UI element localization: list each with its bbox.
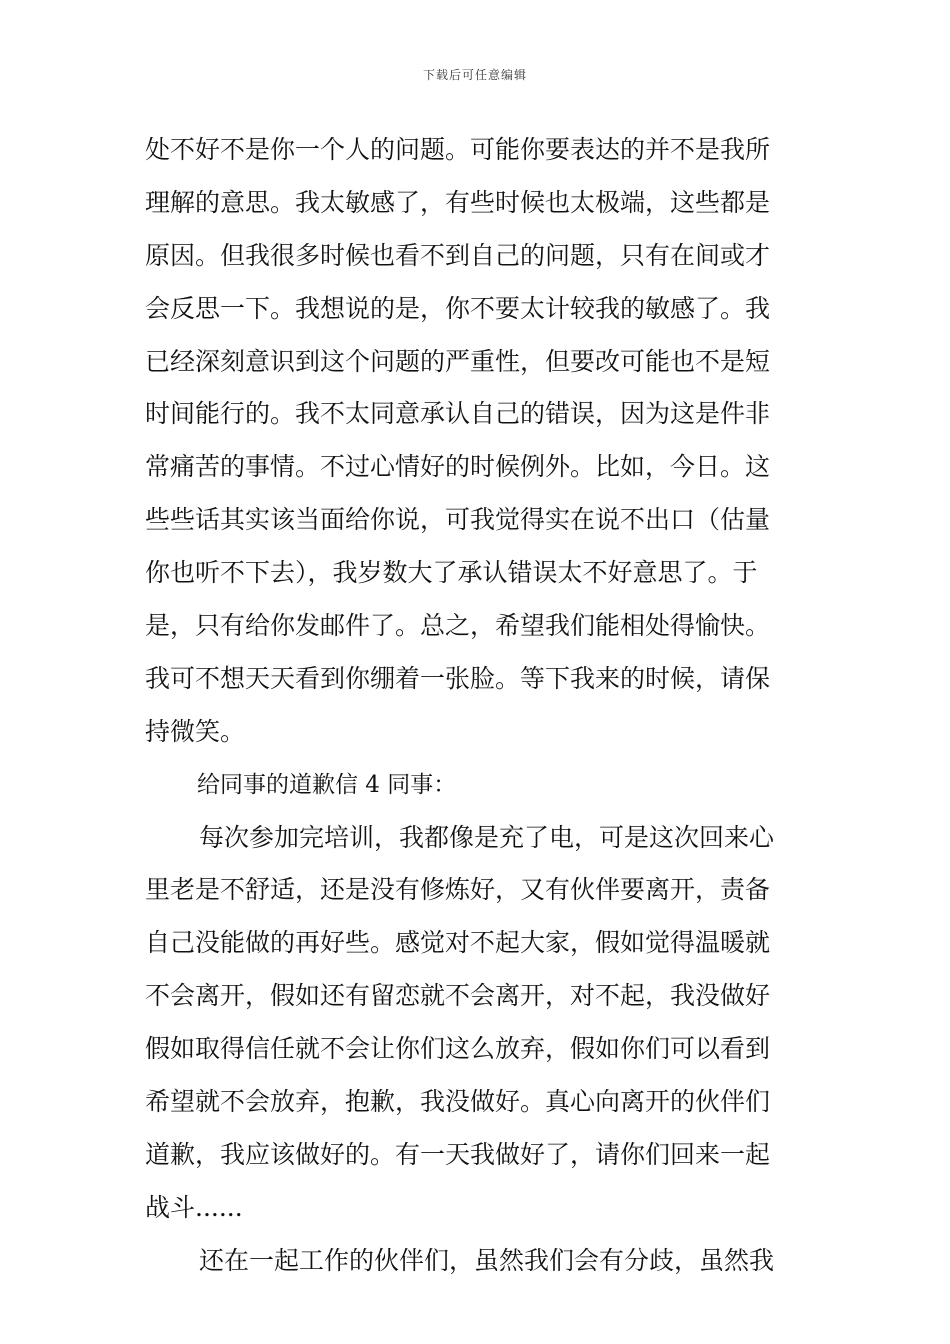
body-text bbox=[145, 128, 810, 1292]
text-line: 原因。但我很多时候也看不到自己的问题，只有在间或才 bbox=[145, 240, 771, 270]
text-line: 希望就不会放弃，抱歉，我没做好。真心向离开的伙伴们 bbox=[145, 1087, 771, 1117]
text-line: 时间能行的。我不太同意承认自己的错误，因为这是件非 bbox=[145, 399, 771, 429]
page-header: 下载后可任意编辑 bbox=[422, 68, 527, 82]
text-line: 自己没能做的再好些。感觉对不起大家，假如觉得温暖就 bbox=[145, 928, 771, 958]
text-line: 我可不想天天看到你绷着一张脸。等下我来的时候，请保 bbox=[145, 663, 771, 693]
text-line: 你也听不下去），我岁数大了承认错误太不好意思了。于 bbox=[145, 558, 758, 588]
text-line: 里老是不舒适，还是没有修炼好，又有伙伴要离开，责备 bbox=[145, 875, 771, 905]
paragraph-start-line: 每次参加完培训，我都像是充了电，可是这次回来心 bbox=[199, 822, 775, 852]
text-line: 会反思一下。我想说的是，你不要太计较我的敏感了。我 bbox=[145, 293, 771, 323]
text-line: 已经深刻意识到这个问题的严重性，但要改可能也不是短 bbox=[145, 346, 771, 376]
section-heading: 给同事的道歉信 4 同事： bbox=[197, 771, 457, 798]
text-line: 不会离开，假如还有留恋就不会离开，对不起，我没做好 bbox=[145, 981, 771, 1011]
text-line: 持微笑。 bbox=[145, 716, 246, 746]
text-line: 道歉，我应该做好的。有一天我做好了，请你们回来一起 bbox=[145, 1139, 771, 1169]
text-line: 处不好不是你一个人的问题。可能你要表达的并不是我所 bbox=[145, 135, 771, 164]
text-line: 是，只有给你发邮件了。总之，希望我们能相处得愉快。 bbox=[145, 611, 771, 641]
text-line: 假如取得信任就不会让你们这么放弃，假如你们可以看到 bbox=[145, 1034, 771, 1064]
text-line: 常痛苦的事情。不过心情好的时候例外。比如，今日。这 bbox=[145, 452, 771, 482]
text-line: 些些话其实该当面给你说，可我觉得实在说不出口（估量 bbox=[145, 505, 771, 535]
text-line: 理解的意思。我太敏感了，有些时候也太极端，这些都是 bbox=[145, 187, 771, 217]
text-line: 战斗...... bbox=[145, 1192, 243, 1222]
paragraph-start-line: 还在一起工作的伙伴们，虽然我们会有分歧，虽然我 bbox=[199, 1245, 775, 1275]
